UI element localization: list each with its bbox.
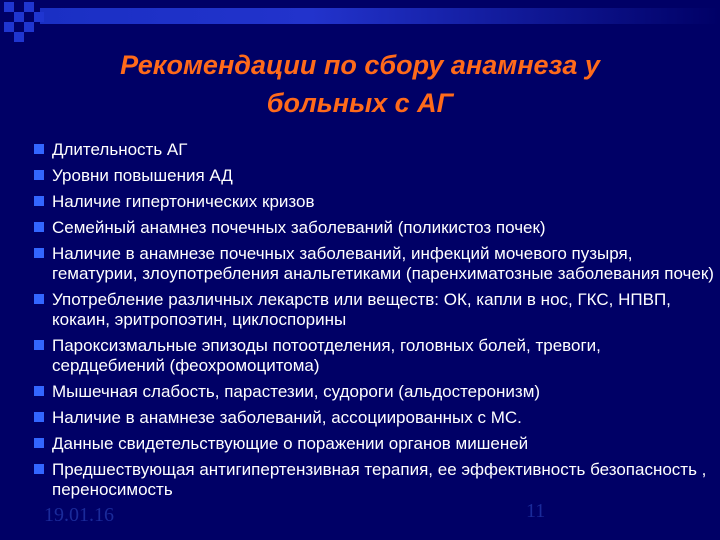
bullet-square-icon xyxy=(34,464,44,474)
title-line-2: больных с АГ xyxy=(266,88,454,118)
bullet-text: Уровни повышения АД xyxy=(52,166,233,185)
bullet-item xyxy=(34,244,714,284)
bullet-item xyxy=(34,434,714,454)
bullet-item xyxy=(34,140,714,160)
bullet-item xyxy=(34,290,714,330)
decor-square xyxy=(4,2,14,12)
bullet-item xyxy=(34,408,714,428)
bullet-square-icon xyxy=(34,196,44,206)
bullet-square-icon xyxy=(34,144,44,154)
bullet-text: Наличие в анамнезе почечных заболеваний, инфекций мочевого пузыря, гематурии, злоупотребления анальгетиками (паренхиматозные заболевания почек) xyxy=(52,244,714,283)
decor-square xyxy=(14,32,24,42)
bullet-item xyxy=(34,192,714,212)
bullet-text: Длительность АГ xyxy=(52,140,188,159)
bullet-text: Употребление различных лекарств или веществ: ОК, капли в нос, ГКС, НПВП, кокаин, эритропоэтин, циклоспорины xyxy=(52,290,671,329)
bullet-square-icon xyxy=(34,438,44,448)
bullet-text: Семейный анамнез почечных заболеваний (поликистоз почек) xyxy=(52,218,546,237)
title-line-1: Рекомендации по сбору анамнеза у xyxy=(120,50,600,80)
bullet-square-icon xyxy=(34,170,44,180)
decor-square xyxy=(34,12,44,22)
bullet-square-icon xyxy=(34,222,44,232)
bullet-text: Наличие в анамнезе заболеваний, ассоциированных с МС. xyxy=(52,408,522,427)
bullet-item xyxy=(34,382,714,402)
bullet-text: Данные свидетельствующие о поражении органов мишеней xyxy=(52,434,529,453)
decor-square xyxy=(24,2,34,12)
footer-date: 19.01.16 xyxy=(44,504,114,526)
bullet-square-icon xyxy=(34,340,44,350)
bullet-text: Мышечная слабость, парастезии, судороги (альдостеронизм) xyxy=(52,382,541,401)
slide-title xyxy=(60,46,660,122)
bullet-item xyxy=(34,460,714,500)
page-number: 11 xyxy=(526,500,546,522)
bullet-square-icon xyxy=(34,248,44,258)
bullet-text: Предшествующая антигипертензивная терапия, ее эффективность безопасность , переносимость xyxy=(52,460,707,499)
bullet-square-icon xyxy=(34,294,44,304)
bullet-text: Пароксизмальные эпизоды потоотделения, головных болей, тревоги, сердцебиений (феохромоцитома) xyxy=(52,336,601,375)
bullet-list xyxy=(34,140,714,506)
decor-square xyxy=(4,22,14,32)
bullet-item xyxy=(34,166,714,186)
decor-square xyxy=(24,22,34,32)
decor-square xyxy=(14,12,24,22)
bullet-text: Наличие гипертонических кризов xyxy=(52,192,315,211)
bullet-item xyxy=(34,218,714,238)
top-decorative-band xyxy=(40,8,720,24)
bullet-square-icon xyxy=(34,412,44,422)
bullet-square-icon xyxy=(34,386,44,396)
bullet-item xyxy=(34,336,714,376)
